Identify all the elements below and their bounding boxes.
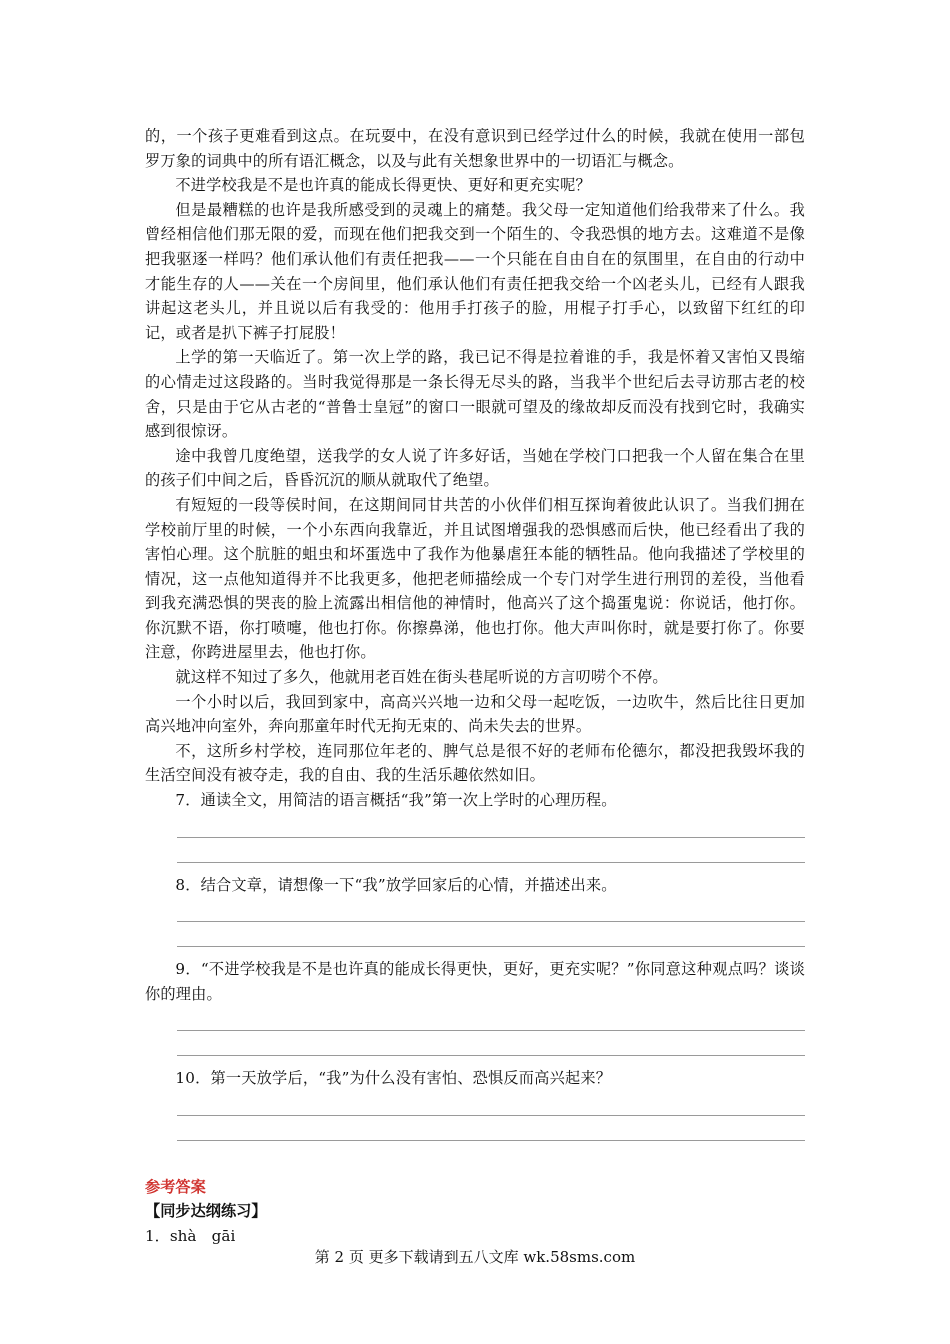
answer-line[interactable] bbox=[177, 1006, 805, 1031]
question-8: 8．结合文章，请想像一下“我”放学回家后的心情，并描述出来。 bbox=[175, 875, 617, 894]
answer-key-title: 参考答案 bbox=[145, 1178, 206, 1196]
answer-lines-8 bbox=[145, 897, 805, 947]
answer-lines-10 bbox=[145, 1091, 805, 1141]
paragraph: 不进学校我是不是也许真的能成长得更快、更好和更充实呢？ bbox=[175, 176, 591, 195]
paragraph: 一个小时以后，我回到家中，高高兴兴地一边和父母一起吃饭，一边吹牛，然后比往日更加高兴地冲向室外，奔向那童年时代无拘无束的、尚未失去的世界。 bbox=[145, 692, 805, 736]
answer-line[interactable] bbox=[177, 897, 805, 922]
paragraph: 但是最糟糕的也许是我所感受到的灵魂上的痛楚。我父母一定知道他们给我带来了什么。我曾经相信他们那无限的爱，而现在他们把我交到一个陌生的、令我恐惧的地方去。这难道不是像把我驱逐一样吗？他们承认他们有责任把我——一个只能在自由自在的氛围里，在自由的行动中才能生存的人——关在一个房间里，他们承认他们有责任把我交给一个凶老头儿，已经有人跟我讲起这老头儿，并且说以后有我受的：他用手打孩子的脸，用棍子打手心，以致留下红红的印记，或者是扒下裤子打屁股！ bbox=[145, 200, 805, 342]
answer-item-1: 1．shà gāi bbox=[145, 1227, 236, 1245]
answer-lines-7 bbox=[145, 813, 805, 863]
question-9: 9．“不进学校我是不是也许真的能成长得更快，更好，更充实呢？”你同意这种观点吗？谈谈你的理由。 bbox=[145, 960, 805, 1003]
paragraph: 途中我曾几度绝望，送我学的女人说了许多好话，当她在学校门口把我一个人留在集合在里的孩子们中间之后，昏昏沉沉的顺从就取代了绝望。 bbox=[145, 446, 805, 490]
paragraph: 有短短的一段等侯时间，在这期间同甘共苦的小伙伴们相互探询着彼此认识了。当我们拥在学校前厅里的时候，一个小东西向我靠近，并且试图增强我的恐惧感而后快，他已经看出了我的害怕心理。这个肮脏的蛆虫和坏蛋选中了我作为他暴虐狂本能的牺牲品。他向我描述了学校里的情况，这一点他知道得并不比我更多，他把老师描绘成一个专门对学生进行刑罚的差役，当他看到我充满恐惧的哭丧的脸上流露出相信他的神情时，他高兴了这个捣蛋鬼说：你说话，他打你。你沉默不语，你打喷嚏，他也打你。你擦鼻涕，他也打你。他大声叫你时，就是要打你了。你要注意，你跨进屋里去，他也打你。 bbox=[145, 495, 805, 662]
page-footer: 第 2 页 更多下载请到五八文库 wk.58sms.com bbox=[314, 1248, 636, 1266]
answer-line[interactable] bbox=[177, 1031, 805, 1056]
question-7: 7．通读全文，用简洁的语言概括“我”第一次上学时的心理历程。 bbox=[175, 791, 617, 810]
answer-line[interactable] bbox=[177, 1091, 805, 1116]
answer-lines-9 bbox=[145, 1006, 805, 1056]
content-area bbox=[145, 124, 805, 1249]
answer-line[interactable] bbox=[177, 1116, 805, 1141]
question-10: 10．第一天放学后，“我”为什么没有害怕、恐惧反而高兴起来？ bbox=[175, 1069, 612, 1088]
answer-line[interactable] bbox=[177, 922, 805, 947]
paragraph: 上学的第一天临近了。第一次上学的路，我已记不得是拉着谁的手，我是怀着又害怕又畏缩的心情走过这段路的。当时我觉得那是一条长得无尽头的路，当我半个世纪后去寻访那古老的校舍，只是由于它从古老的“普鲁士皇冠”的窗口一眼就可望及的缘故却反而没有找到它时，我确实感到很惊讶。 bbox=[145, 348, 805, 441]
paragraph: 就这样不知过了多久，他就用老百姓在街头巷尾听说的方言叨唠个不停。 bbox=[175, 668, 668, 687]
answer-line[interactable] bbox=[177, 813, 805, 838]
answer-section-heading: 【同步达纲练习】 bbox=[145, 1202, 267, 1220]
answer-line[interactable] bbox=[177, 838, 805, 863]
paragraph: 的，一个孩子更难看到这点。在玩耍中，在没有意识到已经学过什么的时候，我就在使用一部包罗万象的词典中的所有语汇概念，以及与此有关想象世界中的一切语汇与概念。 bbox=[145, 127, 805, 170]
paragraph: 不，这所乡村学校，连同那位年老的、脾气总是很不好的老师布伦德尔，都没把我毁坏我的生活空间没有被夺走，我的自由、我的生活乐趣依然如旧。 bbox=[145, 741, 805, 785]
